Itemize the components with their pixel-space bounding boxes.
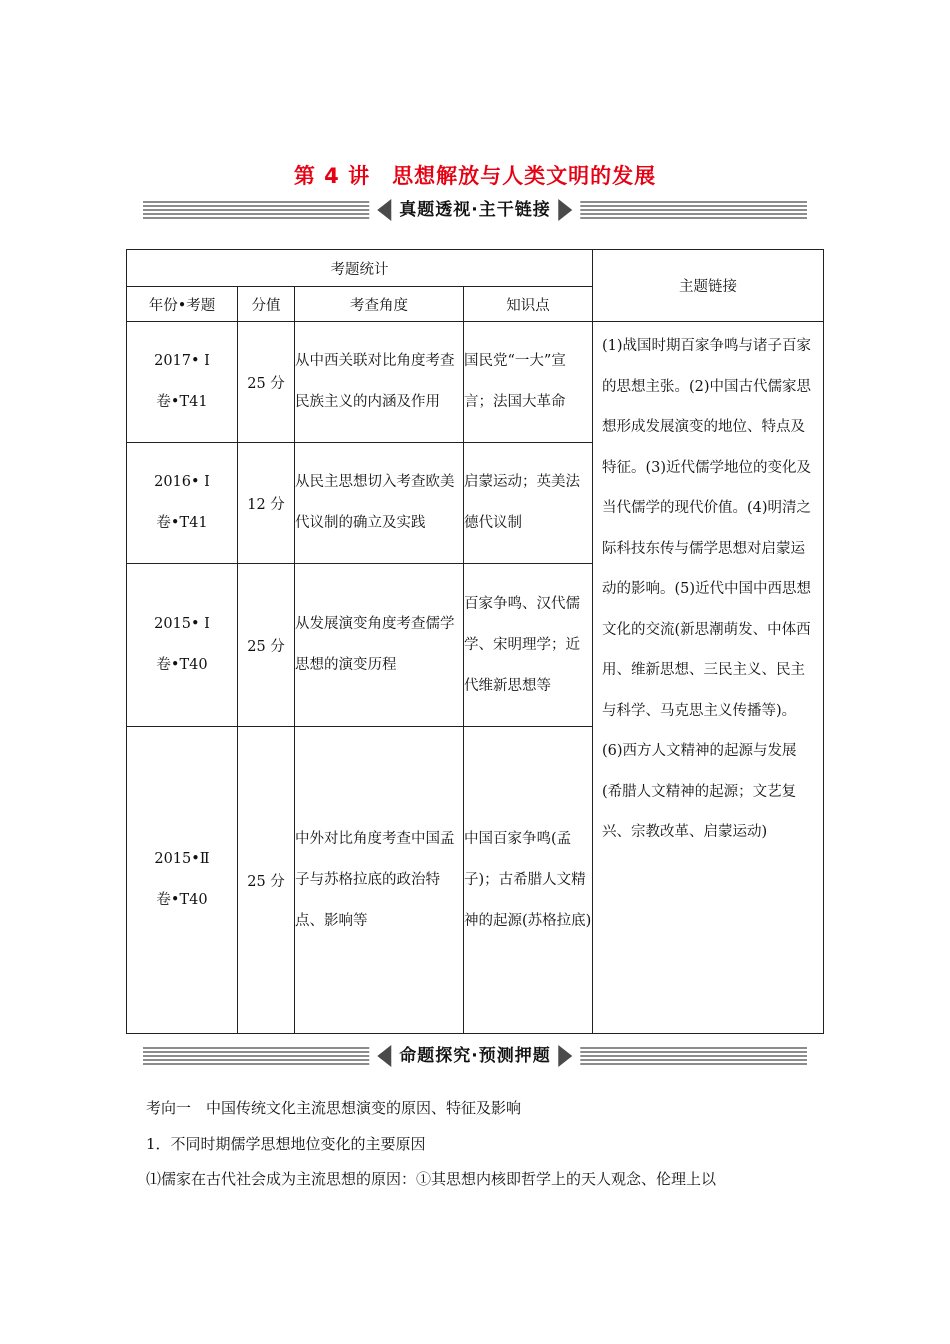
year-line: 2016• Ⅰ [154, 474, 210, 490]
year-line: 2015•Ⅱ [154, 851, 210, 867]
score-cell: 25 分 [238, 564, 295, 727]
year-line: 2015• Ⅰ [154, 616, 210, 632]
section-banner-bottom [143, 1045, 807, 1067]
score-cell: 25 分 [238, 727, 295, 1034]
year-cell [127, 564, 238, 727]
column-header-knowledge: 知识点 [464, 287, 593, 322]
angle-cell: 从发展演变角度考查儒学思想的演变历程 [295, 564, 464, 727]
exam-summary-table [126, 249, 824, 1034]
section-banner-top [143, 199, 807, 221]
body-paragraph: ⑴儒家在古代社会成为主流思想的原因：①其思想内核即哲学上的天人观念、伦理上以 [146, 1170, 717, 1188]
year-cell [127, 443, 238, 564]
page-title: 第 4 讲 思想解放与人类文明的发展 [293, 164, 657, 188]
banner-label: 命题探究·预测押题 [369, 1045, 580, 1067]
score-cell: 25 分 [238, 322, 295, 443]
column-header-year: 年份•考题 [127, 287, 238, 322]
column-header-angle: 考查角度 [295, 287, 464, 322]
theme-link-cell: (1)战国时期百家争鸣与诸子百家的思想主张。(2)中国古代儒家思想形成发展演变的地位、特点及特征。(3)近代儒学地位的变化及当代儒学的现代价值。(4)明清之际科技东传与儒学思想对启蒙运动的影响。(5)近代中国中西思想文化的交流(新思潮萌发、中体西用、维新思想、三民主义、民主与科学、马克思主义传播等)。(6)西方人文精神的起源与发展(希腊人文精神的起源；文艺复兴、宗教改革、启蒙运动) [593, 322, 824, 1034]
year-line: 卷•T41 [156, 394, 208, 410]
year-line: 卷•T40 [156, 657, 208, 673]
year-line: 2017• Ⅰ [154, 353, 210, 369]
year-cell [127, 727, 238, 1034]
knowledge-cell: 国民党“一大”宣言；法国大革命 [464, 322, 593, 443]
theme-header-cell: 主题链接 [593, 250, 824, 322]
year-cell [127, 322, 238, 443]
score-cell: 12 分 [238, 443, 295, 564]
group-header-cell: 考题统计 [127, 250, 593, 287]
angle-cell: 从民主思想切入考查欧美代议制的确立及实践 [295, 443, 464, 564]
section-heading: 1．不同时期儒学思想地位变化的主要原因 [146, 1135, 426, 1153]
knowledge-cell: 启蒙运动；英美法德代议制 [464, 443, 593, 564]
table-row [127, 322, 824, 443]
knowledge-cell: 百家争鸣、汉代儒学、宋明理学；近代维新思想等 [464, 564, 593, 727]
knowledge-cell: 中国百家争鸣(孟子)；古希腊人文精神的起源(苏格拉底) [464, 727, 593, 1034]
column-header-score: 分值 [238, 287, 295, 322]
angle-cell: 从中西关联对比角度考查民族主义的内涵及作用 [295, 322, 464, 443]
banner-label: 真题透视·主干链接 [369, 199, 580, 221]
angle-cell: 中外对比角度考查中国孟子与苏格拉底的政治特点、影响等 [295, 727, 464, 1034]
table-group-header-row [127, 250, 824, 287]
direction-heading: 考向一 中国传统文化主流思想演变的原因、特征及影响 [146, 1099, 522, 1117]
year-line: 卷•T41 [156, 515, 208, 531]
year-line: 卷•T40 [156, 892, 208, 908]
